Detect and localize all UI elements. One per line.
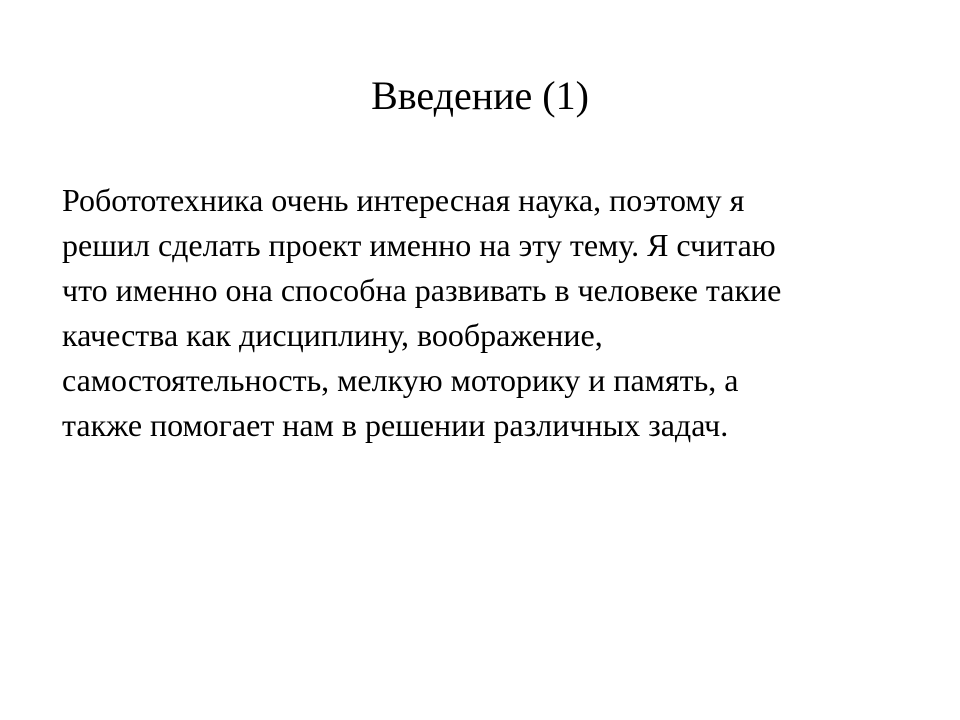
body-line: также помогает нам в решении различных задач. [62,407,729,443]
body-line: решил сделать проект именно на эту тему. Я считаю [62,227,776,263]
slide-body-text [62,178,922,448]
body-line: что именно она способна развивать в человеке такие [62,272,782,308]
body-line: самостоятельность, мелкую моторику и память, а [62,362,739,398]
slide-title: Введение (1) [371,73,589,118]
body-line: качества как дисциплину, воображение, [62,317,603,353]
body-line: Робототехника очень интересная наука, поэтому я [62,182,745,218]
